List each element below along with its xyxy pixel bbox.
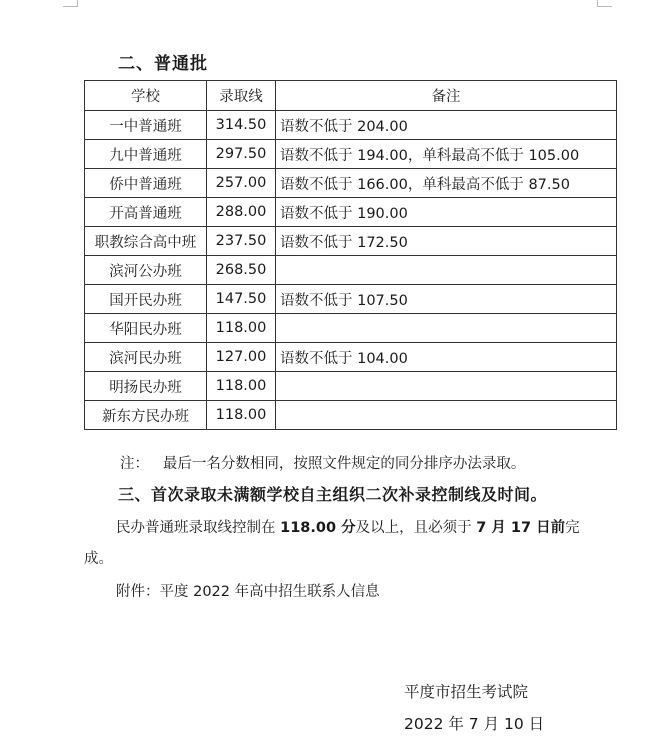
cell-note: 语数不低于 172.50 xyxy=(276,227,617,256)
cell-school: 一中普通班 xyxy=(85,111,207,140)
cell-school: 滨河公办班 xyxy=(85,256,207,285)
cell-score-line: 288.00 xyxy=(207,198,276,227)
attachment-line: 附件：平度 2022 年高中招生联系人信息 xyxy=(116,584,380,600)
section-title: 二、普通批 xyxy=(118,54,208,74)
cell-score-line: 118.00 xyxy=(207,372,276,401)
signature-organization: 平度市招生考试院 xyxy=(404,683,529,701)
cell-school: 华阳民办班 xyxy=(85,314,207,343)
cell-school: 国开民办班 xyxy=(85,285,207,314)
cell-score-line: 314.50 xyxy=(207,111,276,140)
cell-score-line: 118.00 xyxy=(207,314,276,343)
signature-date: 2022 年 7 月 10 日 xyxy=(404,715,545,733)
cell-note: 语数不低于 194.00，单科最高不低于 105.00 xyxy=(276,140,617,169)
cell-score-line: 127.00 xyxy=(207,343,276,372)
table-header-row xyxy=(85,81,617,111)
table-footnote xyxy=(120,452,525,473)
header-school: 学校 xyxy=(85,81,207,111)
section-3-title: 三、首次录取未满额学校自主组织二次补录控制线及时间。 xyxy=(118,485,548,504)
para-text-3: 完 xyxy=(565,520,580,536)
admission-score-table xyxy=(84,80,617,430)
table-row xyxy=(85,169,617,198)
paragraph-line-1 xyxy=(116,516,580,537)
cell-school: 侨中普通班 xyxy=(85,169,207,198)
cell-score-line: 257.00 xyxy=(207,169,276,198)
header-score-line: 录取线 xyxy=(207,81,276,111)
cell-note: 语数不低于 104.00 xyxy=(276,343,617,372)
cell-score-line: 268.50 xyxy=(207,256,276,285)
para-text-2: 及以上，且必须于 xyxy=(355,520,472,536)
cell-school: 九中普通班 xyxy=(85,140,207,169)
cell-score-line: 237.50 xyxy=(207,227,276,256)
cell-school: 职教综合高中班 xyxy=(85,227,207,256)
cell-note: 语数不低于 204.00 xyxy=(276,111,617,140)
table-row xyxy=(85,256,617,285)
cell-note xyxy=(276,401,617,430)
table-row xyxy=(85,140,617,169)
paragraph-line-2: 成。 xyxy=(84,551,113,567)
table-row xyxy=(85,314,617,343)
table-row xyxy=(85,343,617,372)
crop-mark-top-right xyxy=(597,0,612,7)
table-row xyxy=(85,401,617,430)
para-text-1: 民办普通班录取线控制在 xyxy=(116,520,276,536)
cell-school: 明扬民办班 xyxy=(85,372,207,401)
crop-mark-top-left xyxy=(63,0,78,7)
table-row xyxy=(85,227,617,256)
header-note: 备注 xyxy=(276,81,617,111)
table-row xyxy=(85,111,617,140)
cell-note: 语数不低于 190.00 xyxy=(276,198,617,227)
footnote-text: 最后一名分数相同，按照文件规定的同分排序办法录取。 xyxy=(162,456,526,472)
table-row xyxy=(85,285,617,314)
cell-note xyxy=(276,314,617,343)
cell-school: 开高普通班 xyxy=(85,198,207,227)
para-score: 118.00 分 xyxy=(280,520,356,536)
cell-note: 语数不低于 166.00，单科最高不低于 87.50 xyxy=(276,169,617,198)
table-row xyxy=(85,198,617,227)
cell-note xyxy=(276,256,617,285)
para-deadline: 7 月 17 日前 xyxy=(476,520,566,536)
cell-score-line: 297.50 xyxy=(207,140,276,169)
cell-note xyxy=(276,372,617,401)
cell-score-line: 147.50 xyxy=(207,285,276,314)
cell-school: 滨河民办班 xyxy=(85,343,207,372)
cell-school: 新东方民办班 xyxy=(85,401,207,430)
cell-note: 语数不低于 107.50 xyxy=(276,285,617,314)
cell-score-line: 118.00 xyxy=(207,401,276,430)
table-row xyxy=(85,372,617,401)
footnote-label: 注： xyxy=(120,456,149,472)
